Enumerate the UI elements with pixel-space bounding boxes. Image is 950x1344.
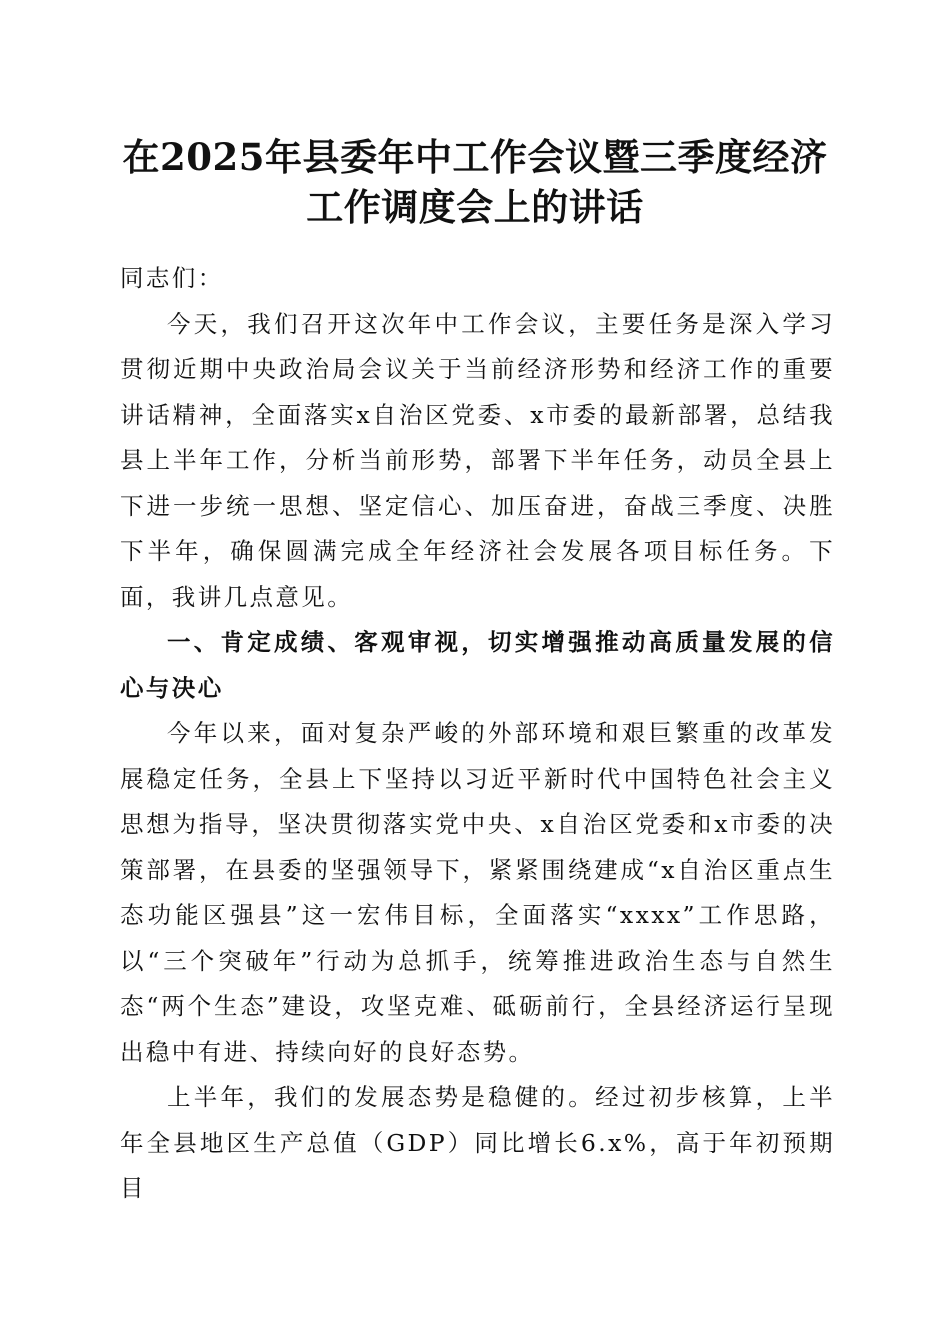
section-heading-1: 一、肯定成绩、客观审视，切实增强推动高质量发展的信心与决心: [120, 628, 835, 702]
document-title: 在2025年县委年中工作会议暨三季度经济工作调度会上的讲话: [122, 135, 828, 229]
paragraph-intro: 今天，我们召开这次年中工作会议，主要任务是深入学习贯彻近期中央政治局会议关于当前经济形势和经济工作的重要讲话精神，全面落实x自治区党委、x市委的最新部署，总结我县上半年工作，分析当前形势，部署下半年任务，动员全县上下进一步统一思想、坚定信心、加压奋进，奋战三季度、决胜下半年，确保圆满完成全年经济社会发展各项目标任务。下面，我讲几点意见。: [120, 309, 835, 611]
paragraph-section-1-a: 今年以来，面对复杂严峻的外部环境和艰巨繁重的改革发展稳定任务，全县上下坚持以习近平新时代中国特色社会主义思想为指导，坚决贯彻落实党中央、x自治区党委和x市委的决策部署，在县委的坚强领导下，紧紧围绕建成“x自治区重点生态功能区强县”这一宏伟目标，全面落实“xxxx”工作思路，以“三个突破年”行动为总抓手，统筹推进政治生态与自然生态“两个生态”建设，攻坚克难、砥砺前行，全县经济运行呈现出稳中有进、持续向好的良好态势。: [120, 719, 835, 1066]
document-body: [120, 256, 835, 1212]
salutation: 同志们：: [120, 264, 224, 292]
paragraph-section-1-b: 上半年，我们的发展态势是稳健的。经过初步核算，上半年全县地区生产总值（GDP）同比增长6.x%，高于年初预期目: [120, 1083, 835, 1202]
